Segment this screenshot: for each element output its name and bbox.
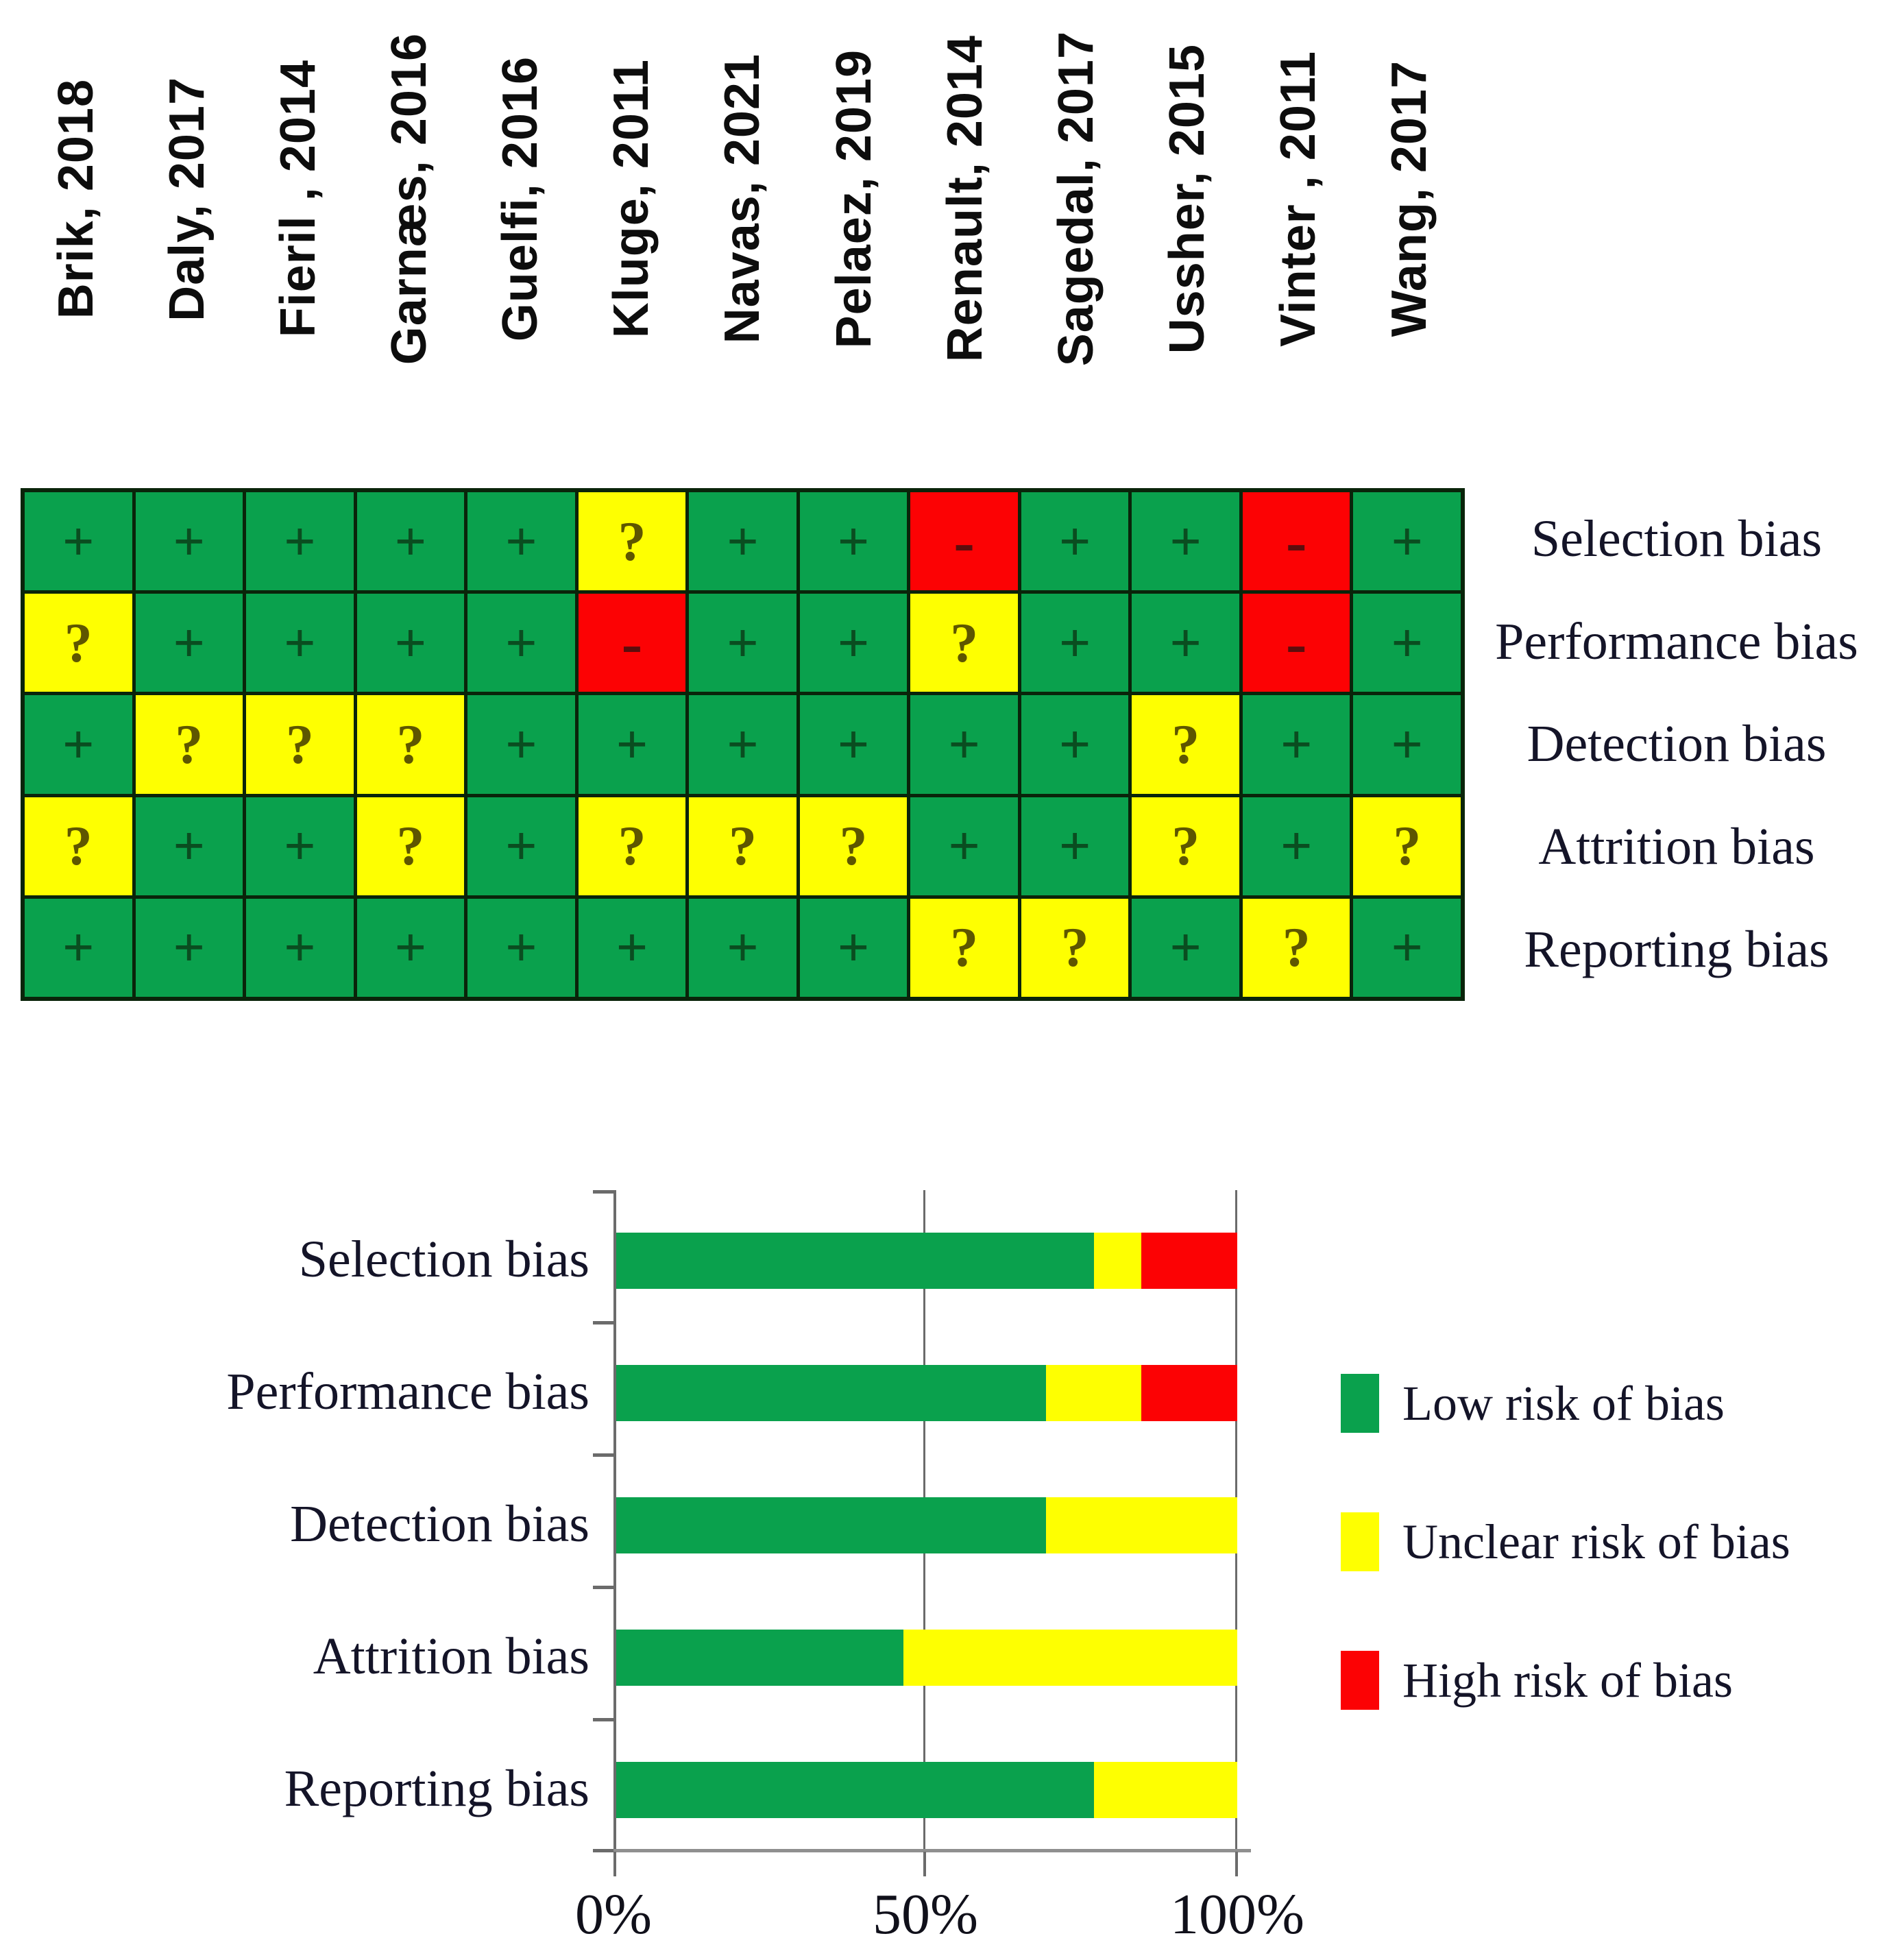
bias-judgement-cell bbox=[579, 797, 686, 895]
risk-symbol: - bbox=[1285, 607, 1307, 678]
risk-symbol: + bbox=[837, 509, 870, 572]
risk-symbol: + bbox=[394, 509, 427, 572]
bias-judgement-cell bbox=[25, 594, 132, 692]
x-axis-tick bbox=[923, 1852, 926, 1876]
risk-symbol: + bbox=[837, 712, 870, 775]
bias-judgement-cell bbox=[689, 797, 796, 895]
bias-judgement-cell bbox=[246, 899, 354, 997]
risk-symbol: ? bbox=[728, 814, 757, 878]
risk-symbol: ? bbox=[175, 712, 204, 775]
risk-symbol: + bbox=[1391, 611, 1424, 674]
study-column-header bbox=[799, 7, 910, 391]
bias-judgement-cell bbox=[800, 899, 908, 997]
bias-judgement-cell bbox=[910, 899, 1018, 997]
risk-symbol: + bbox=[1169, 916, 1202, 979]
risk-symbol: + bbox=[283, 916, 316, 979]
bias-judgement-cell bbox=[1132, 594, 1239, 692]
bias-judgement-cell bbox=[1132, 899, 1239, 997]
risk-symbol: + bbox=[727, 712, 759, 775]
bar-slot bbox=[613, 1322, 1237, 1455]
bias-judgement-cell bbox=[910, 594, 1018, 692]
stacked-bar-plot bbox=[575, 1190, 1304, 1946]
bar-segment-low bbox=[616, 1497, 1046, 1553]
stacked-bar bbox=[616, 1365, 1237, 1421]
risk-symbol: + bbox=[505, 509, 537, 572]
bar-segment-low bbox=[616, 1762, 1094, 1818]
bar-segment-unclear bbox=[1094, 1233, 1142, 1289]
domain-row-label: Selection bias bbox=[1531, 510, 1823, 568]
risk-symbol: + bbox=[1058, 611, 1091, 674]
legend-item bbox=[1341, 1511, 1790, 1573]
study-column-header bbox=[243, 7, 354, 391]
x-axis-tick bbox=[613, 1852, 616, 1876]
risk-symbol: ? bbox=[618, 509, 646, 572]
domain-row-label: Performance bias bbox=[1495, 612, 1858, 670]
bias-judgement-cell bbox=[1021, 492, 1129, 590]
bar-slot bbox=[613, 1455, 1237, 1587]
study-column-header bbox=[687, 7, 798, 391]
risk-symbol: + bbox=[1058, 814, 1091, 878]
bias-judgement-cell bbox=[689, 594, 796, 692]
bias-judgement-cell bbox=[579, 695, 686, 793]
risk-symbol: + bbox=[173, 916, 206, 979]
study-column-header bbox=[1243, 7, 1354, 391]
study-column-header-label: Pelaez, 2019 bbox=[826, 49, 881, 349]
risk-symbol: ? bbox=[1060, 916, 1089, 979]
risk-symbol: + bbox=[727, 509, 759, 572]
bias-judgement-cell bbox=[246, 492, 354, 590]
risk-symbol: - bbox=[621, 607, 643, 678]
bias-judgement-cell bbox=[689, 492, 796, 590]
bias-judgement-cell bbox=[1353, 899, 1461, 997]
bias-judgement-cell bbox=[136, 899, 243, 997]
bias-judgement-cell bbox=[25, 492, 132, 590]
legend-item bbox=[1341, 1649, 1790, 1711]
bar-slot bbox=[613, 1719, 1237, 1852]
bar-segment-unclear bbox=[1046, 1497, 1237, 1553]
stacked-bar bbox=[616, 1233, 1237, 1289]
study-column-header bbox=[465, 7, 576, 391]
risk-symbol: + bbox=[1391, 712, 1424, 775]
stacked-bar bbox=[616, 1497, 1237, 1553]
study-column-header-label: Wang, 2017 bbox=[1381, 60, 1437, 337]
bias-judgement-cell bbox=[1021, 594, 1129, 692]
risk-symbol: + bbox=[173, 611, 206, 674]
legend bbox=[1341, 1372, 1790, 1711]
risk-symbol: + bbox=[1058, 509, 1091, 572]
risk-symbol: ? bbox=[64, 814, 93, 878]
legend-label: High risk of bias bbox=[1402, 1652, 1733, 1708]
risk-symbol: + bbox=[837, 611, 870, 674]
risk-symbol: ? bbox=[1393, 814, 1422, 878]
risk-symbol: + bbox=[1391, 509, 1424, 572]
bar-segment-high bbox=[1141, 1233, 1237, 1289]
bar-slot bbox=[613, 1587, 1237, 1719]
study-column-header bbox=[132, 7, 243, 391]
bar-segment-low bbox=[616, 1365, 1046, 1421]
x-axis-tick bbox=[1235, 1852, 1238, 1876]
y-axis-tick bbox=[593, 1849, 613, 1852]
bar-segment-unclear bbox=[1094, 1762, 1237, 1818]
bias-judgement-cell bbox=[467, 492, 575, 590]
risk-symbol: + bbox=[948, 814, 980, 878]
risk-symbol: ? bbox=[950, 611, 979, 674]
chart-category-label: Attrition bias bbox=[313, 1628, 589, 1685]
bias-judgement-cell bbox=[579, 492, 686, 590]
matrix-row-labels bbox=[1468, 488, 1885, 1001]
chart-category-label: Reporting bias bbox=[284, 1760, 589, 1817]
bar-segment-low bbox=[616, 1630, 903, 1686]
bias-judgement-cell bbox=[1132, 492, 1239, 590]
study-column-header-label: Vinter , 2011 bbox=[1270, 51, 1326, 347]
risk-symbol: + bbox=[394, 916, 427, 979]
study-column-header bbox=[1354, 7, 1465, 391]
study-column-header-label: Sagedal, 2017 bbox=[1048, 31, 1104, 367]
chart-category-label: Selection bias bbox=[298, 1231, 589, 1288]
study-column-header bbox=[576, 7, 687, 391]
x-tick-label: 100% bbox=[1170, 1883, 1304, 1946]
study-column-header bbox=[1021, 7, 1132, 391]
bias-judgement-cell bbox=[1243, 594, 1350, 692]
bias-judgement-cell bbox=[1353, 492, 1461, 590]
risk-symbol: ? bbox=[839, 814, 868, 878]
study-column-header bbox=[910, 7, 1021, 391]
bias-judgement-cell bbox=[25, 899, 132, 997]
bias-judgement-cell bbox=[467, 695, 575, 793]
stacked-bar bbox=[616, 1630, 1237, 1686]
bias-judgement-cell bbox=[910, 695, 1018, 793]
bias-judgement-cell bbox=[357, 695, 465, 793]
chart-category-label: Performance bias bbox=[226, 1363, 589, 1420]
domain-row-label: Attrition bias bbox=[1538, 818, 1815, 876]
bias-judgement-cell bbox=[25, 797, 132, 895]
bias-judgement-cell bbox=[136, 797, 243, 895]
legend-swatch-high bbox=[1341, 1651, 1379, 1710]
risk-symbol: + bbox=[283, 611, 316, 674]
bias-judgement-cell bbox=[1243, 492, 1350, 590]
bias-judgement-cell bbox=[910, 797, 1018, 895]
bar-segment-low bbox=[616, 1233, 1094, 1289]
risk-symbol: - bbox=[1285, 506, 1307, 577]
y-axis-tick bbox=[593, 1718, 613, 1721]
risk-symbol: + bbox=[727, 916, 759, 979]
study-header-row bbox=[21, 7, 1465, 391]
study-column-header-label: Renault, 2014 bbox=[937, 35, 993, 363]
bar-slot bbox=[613, 1190, 1237, 1322]
bias-judgement-cell bbox=[1243, 797, 1350, 895]
bias-judgement-cell bbox=[136, 695, 243, 793]
risk-symbol: + bbox=[1280, 712, 1313, 775]
study-column-header-label: Brik, 2018 bbox=[49, 78, 104, 319]
bias-judgement-cell bbox=[1021, 797, 1129, 895]
bias-judgement-cell bbox=[357, 899, 465, 997]
risk-symbol: + bbox=[1391, 916, 1424, 979]
study-column-header-label: Navas, 2021 bbox=[715, 53, 770, 344]
bias-judgement-cell bbox=[579, 899, 686, 997]
bias-judgement-cell bbox=[246, 695, 354, 793]
risk-symbol: + bbox=[505, 814, 537, 878]
risk-symbol: + bbox=[505, 611, 537, 674]
legend-swatch-unclear bbox=[1341, 1512, 1379, 1571]
study-column-header bbox=[354, 7, 465, 391]
stacked-bar bbox=[616, 1762, 1237, 1818]
risk-symbol: ? bbox=[1171, 712, 1200, 775]
risk-symbol: + bbox=[173, 509, 206, 572]
study-column-header-label: Fieril , 2014 bbox=[271, 60, 326, 338]
risk-symbol: + bbox=[1169, 509, 1202, 572]
risk-symbol: + bbox=[173, 814, 206, 878]
study-column-header-label: Daly, 2017 bbox=[160, 76, 215, 322]
bias-judgement-cell bbox=[1243, 899, 1350, 997]
risk-symbol: + bbox=[505, 712, 537, 775]
y-axis-tick bbox=[593, 1586, 613, 1589]
risk-symbol: + bbox=[62, 916, 95, 979]
bias-judgement-cell bbox=[467, 899, 575, 997]
legend-swatch-low bbox=[1341, 1374, 1379, 1433]
risk-symbol: + bbox=[727, 611, 759, 674]
risk-symbol: ? bbox=[285, 712, 314, 775]
bias-judgement-cell bbox=[1353, 797, 1461, 895]
bias-judgement-cell bbox=[1132, 797, 1239, 895]
bias-judgement-cell bbox=[800, 492, 908, 590]
chart-category-labels bbox=[137, 1190, 589, 1852]
bias-judgement-cell bbox=[1243, 695, 1350, 793]
risk-symbol: + bbox=[616, 712, 648, 775]
bias-judgement-cell bbox=[800, 797, 908, 895]
risk-symbol: + bbox=[837, 916, 870, 979]
legend-item bbox=[1341, 1372, 1790, 1434]
chart-category-label: Detection bias bbox=[290, 1495, 589, 1553]
risk-symbol: - bbox=[953, 506, 975, 577]
bias-judgement-cell bbox=[246, 594, 354, 692]
bias-judgement-cell bbox=[467, 594, 575, 692]
bias-judgement-cell bbox=[357, 594, 465, 692]
risk-symbol: ? bbox=[1282, 916, 1311, 979]
domain-row-label: Detection bias bbox=[1527, 715, 1827, 773]
x-tick-label: 50% bbox=[873, 1883, 978, 1946]
bias-judgement-cell bbox=[689, 695, 796, 793]
risk-symbol: + bbox=[62, 712, 95, 775]
bias-judgement-cell bbox=[25, 695, 132, 793]
y-axis-tick bbox=[593, 1453, 613, 1457]
bias-judgement-cell bbox=[1132, 695, 1239, 793]
risk-symbol: + bbox=[1169, 611, 1202, 674]
study-column-header-label: Guelfi, 2016 bbox=[493, 56, 548, 342]
bias-judgement-cell bbox=[357, 797, 465, 895]
bias-judgement-cell bbox=[1353, 695, 1461, 793]
risk-symbol: + bbox=[62, 509, 95, 572]
bias-judgement-cell bbox=[1021, 695, 1129, 793]
risk-symbol: + bbox=[616, 916, 648, 979]
bias-judgement-cell bbox=[910, 492, 1018, 590]
bar-segment-unclear bbox=[903, 1630, 1237, 1686]
bias-judgement-cell bbox=[689, 899, 796, 997]
study-column-header-label: Garnæs, 2016 bbox=[382, 32, 437, 365]
bias-judgement-cell bbox=[800, 695, 908, 793]
domain-row-label: Reporting bias bbox=[1524, 920, 1829, 978]
risk-symbol: + bbox=[283, 814, 316, 878]
risk-symbol: ? bbox=[950, 916, 979, 979]
y-axis-tick bbox=[593, 1190, 613, 1194]
bias-judgement-cell bbox=[800, 594, 908, 692]
bar-segment-unclear bbox=[1046, 1365, 1142, 1421]
study-column-header-label: Ussher, 2015 bbox=[1159, 43, 1215, 354]
risk-symbol: ? bbox=[64, 611, 93, 674]
traffic-light-matrix bbox=[21, 488, 1465, 1001]
bias-judgement-cell bbox=[357, 492, 465, 590]
legend-label: Low risk of bias bbox=[1402, 1375, 1725, 1431]
risk-symbol: + bbox=[1058, 712, 1091, 775]
risk-symbol: + bbox=[283, 509, 316, 572]
study-column-header bbox=[21, 7, 132, 391]
bias-judgement-cell bbox=[136, 492, 243, 590]
risk-symbol: + bbox=[948, 712, 980, 775]
bias-judgement-cell bbox=[1021, 899, 1129, 997]
bar-segment-high bbox=[1141, 1365, 1237, 1421]
y-axis-tick bbox=[593, 1321, 613, 1324]
bias-judgement-cell bbox=[467, 797, 575, 895]
bias-judgement-cell bbox=[136, 594, 243, 692]
x-tick-label: 0% bbox=[575, 1883, 652, 1946]
bias-judgement-cell bbox=[1353, 594, 1461, 692]
risk-symbol: ? bbox=[618, 814, 646, 878]
risk-symbol: ? bbox=[396, 712, 425, 775]
bias-judgement-cell bbox=[246, 797, 354, 895]
risk-symbol: + bbox=[1280, 814, 1313, 878]
study-column-header-label: Kluge, 2011 bbox=[604, 59, 659, 339]
risk-symbol: + bbox=[505, 916, 537, 979]
risk-symbol: ? bbox=[1171, 814, 1200, 878]
legend-label: Unclear risk of bias bbox=[1402, 1514, 1790, 1569]
risk-symbol: + bbox=[394, 611, 427, 674]
risk-symbol: ? bbox=[396, 814, 425, 878]
study-column-header bbox=[1132, 7, 1243, 391]
bias-judgement-cell bbox=[579, 594, 686, 692]
